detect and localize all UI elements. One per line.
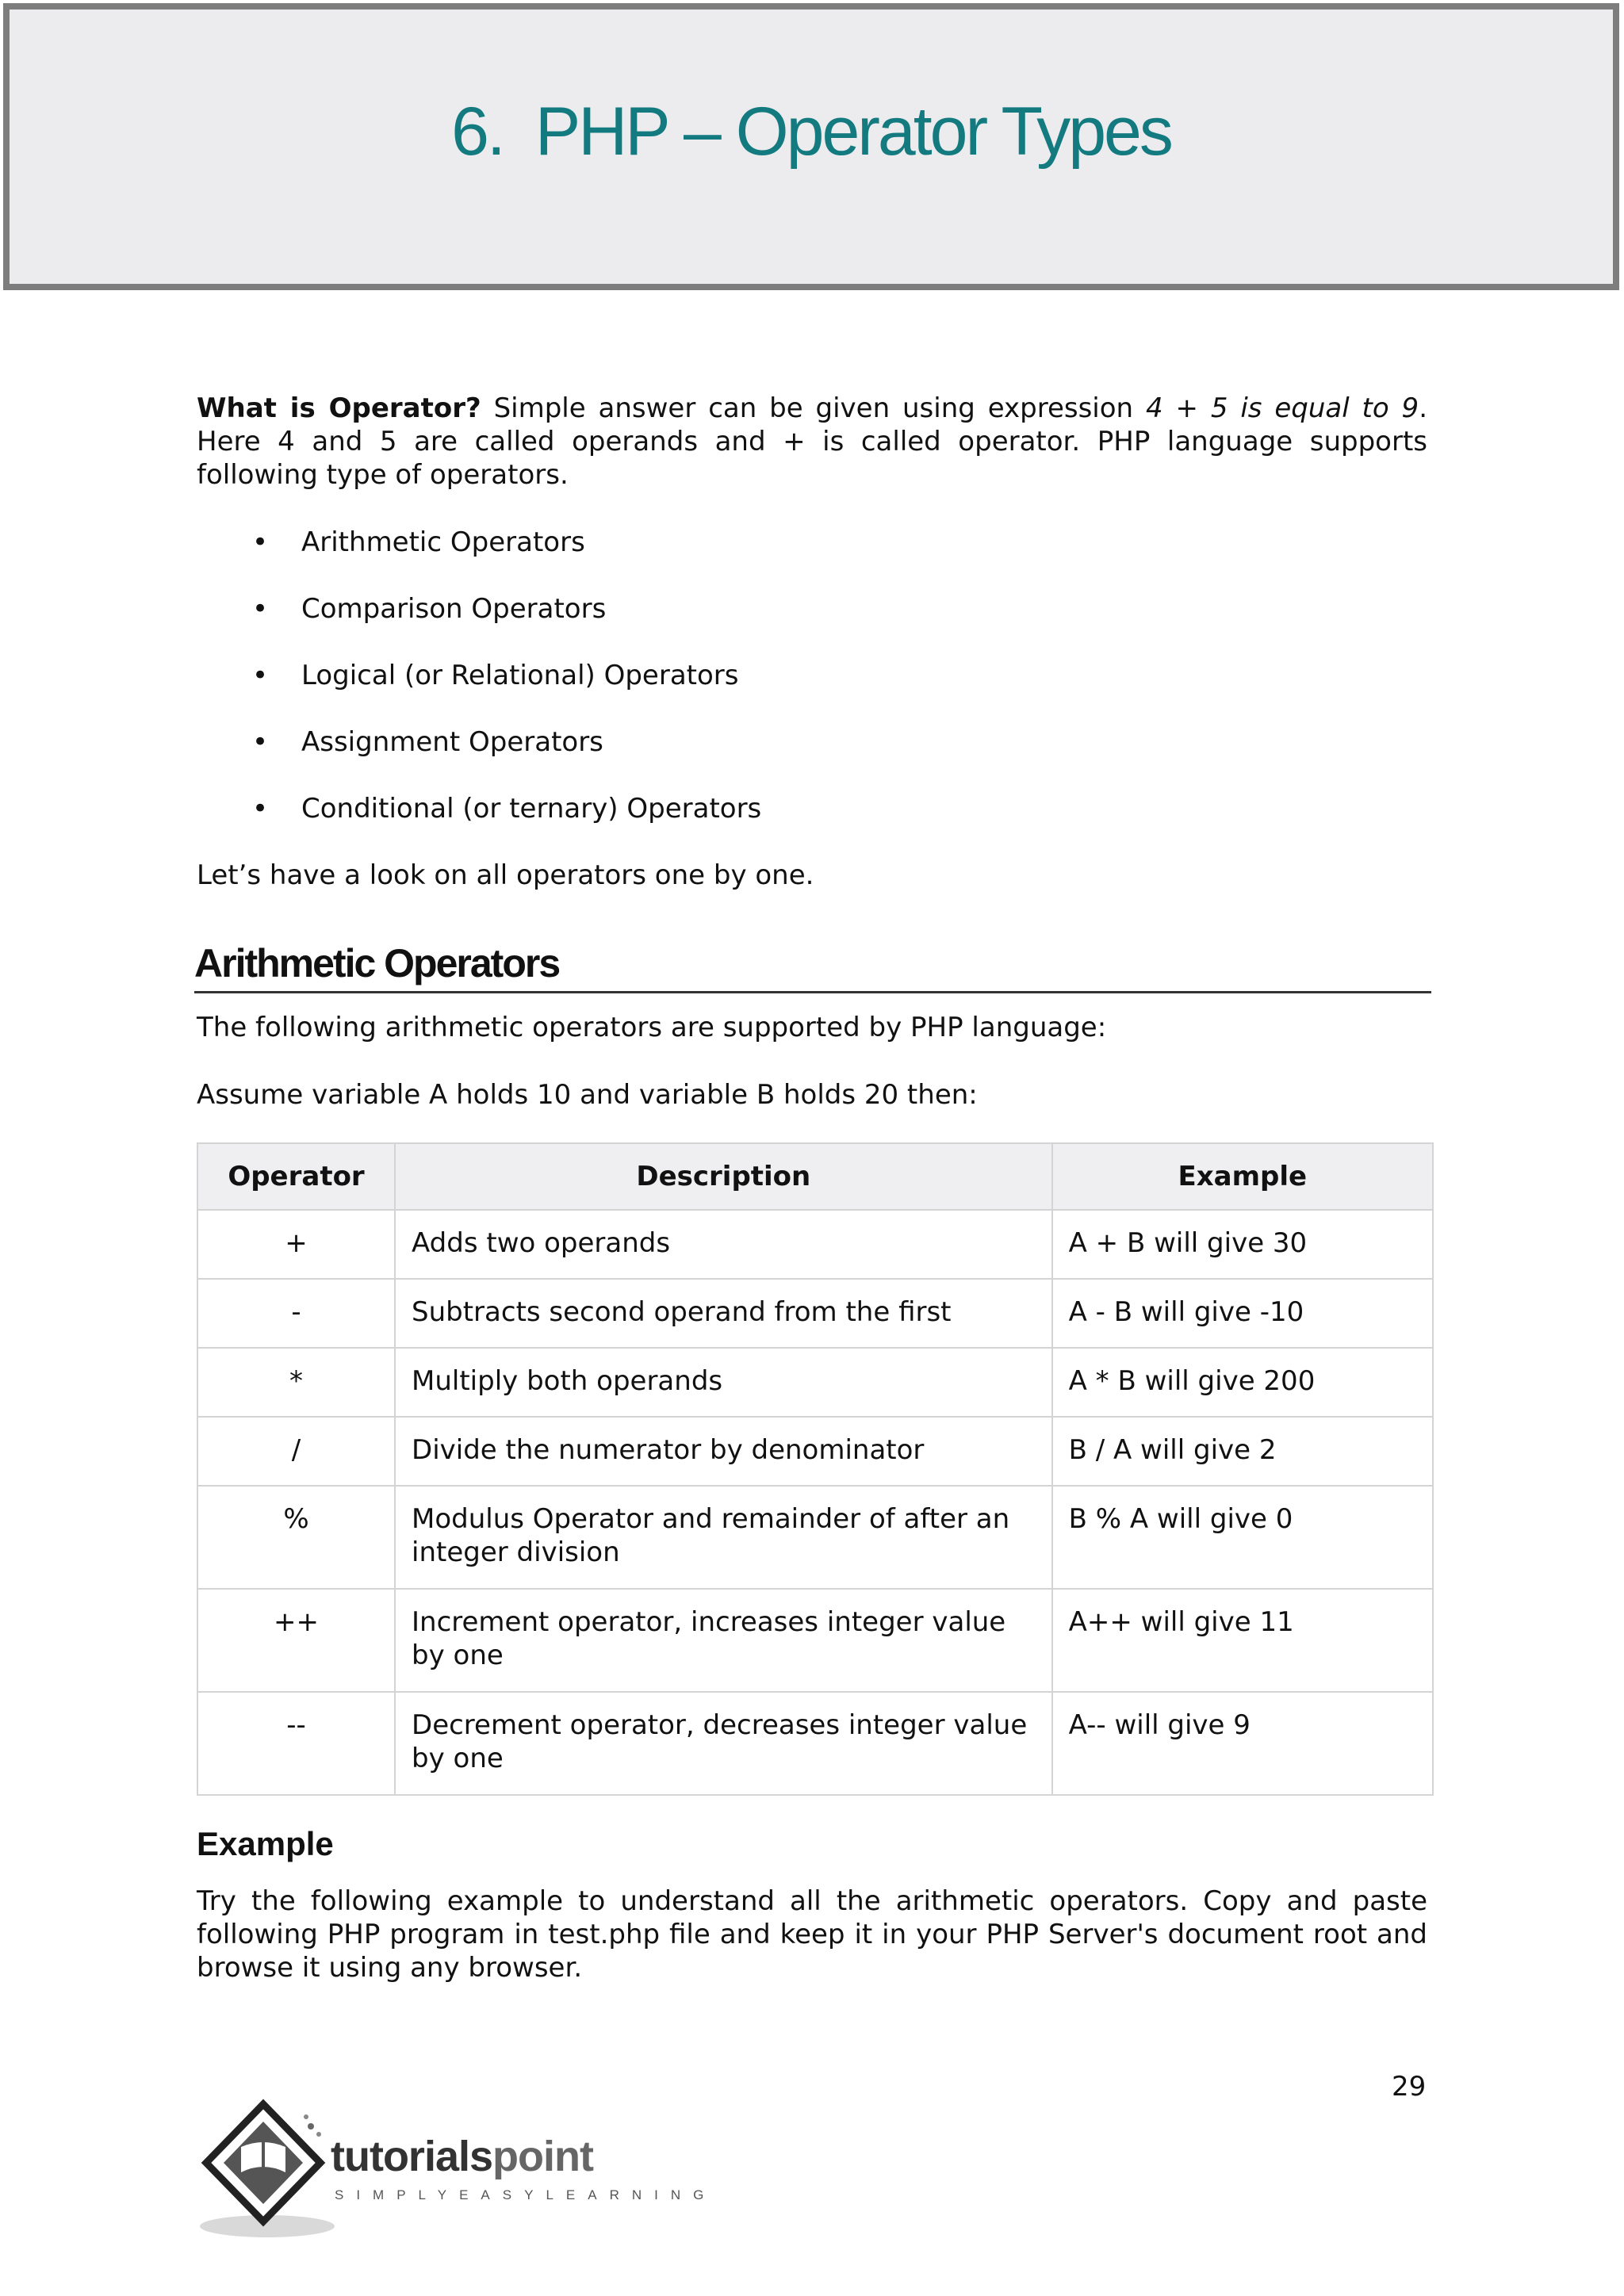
cell-description: Adds two operands bbox=[395, 1210, 1052, 1279]
assume-line: Assume variable A holds 10 and variable B holds 20 then: bbox=[197, 1079, 978, 1111]
cell-example: B % A will give 0 bbox=[1052, 1486, 1433, 1589]
example-heading: Example bbox=[197, 1825, 334, 1862]
cell-example: B / A will give 2 bbox=[1052, 1417, 1433, 1486]
cell-operator: / bbox=[197, 1417, 395, 1486]
list-item-text: Conditional (or ternary) Operators bbox=[301, 793, 762, 825]
cell-example: A - B will give -10 bbox=[1052, 1279, 1433, 1348]
bullet-icon: • bbox=[252, 726, 269, 758]
chapter-header bbox=[3, 3, 1619, 290]
cell-operator: * bbox=[197, 1348, 395, 1417]
table-row bbox=[197, 1279, 1433, 1348]
cell-operator: -- bbox=[197, 1692, 395, 1795]
logo-word-a: tutorials bbox=[331, 2133, 493, 2180]
list-item bbox=[197, 659, 1427, 725]
page-number: 29 bbox=[1392, 2071, 1427, 2103]
cell-example: A-- will give 9 bbox=[1052, 1692, 1433, 1795]
cell-description: Increment operator, increases integer value by one bbox=[395, 1589, 1052, 1692]
table-row bbox=[197, 1210, 1433, 1279]
logo-word-b: point bbox=[492, 2133, 593, 2180]
bullet-icon: • bbox=[252, 660, 269, 691]
bullet-icon: • bbox=[252, 526, 269, 558]
table-header-row bbox=[197, 1143, 1433, 1210]
cell-description: Decrement operator, decreases integer value by one bbox=[395, 1692, 1052, 1795]
list-item bbox=[197, 592, 1427, 659]
logo-tagline: SIMPLYEASYLEARNING bbox=[335, 2187, 717, 2202]
cell-operator: + bbox=[197, 1210, 395, 1279]
list-item-text: Logical (or Relational) Operators bbox=[301, 660, 739, 691]
operators-table bbox=[197, 1142, 1434, 1796]
list-item-text: Comparison Operators bbox=[301, 593, 607, 625]
col-header-description: Description bbox=[395, 1143, 1052, 1210]
chapter-number: 6. bbox=[451, 94, 504, 170]
svg-text:tutorialspoint bbox=[331, 2133, 594, 2180]
cell-description: Subtracts second operand from the first bbox=[395, 1279, 1052, 1348]
table-row bbox=[197, 1417, 1433, 1486]
cell-description: Multiply both operands bbox=[395, 1348, 1052, 1417]
supported-line: The following arithmetic operators are supported by PHP language: bbox=[197, 1012, 1107, 1043]
tutorialspoint-logo bbox=[192, 2093, 717, 2244]
intro-text-b: . Here 4 and 5 are called operands and + is called operator. PHP language supports following type of operators. bbox=[197, 392, 1427, 491]
cell-example: A + B will give 30 bbox=[1052, 1210, 1433, 1279]
list-item bbox=[197, 792, 1427, 859]
intro-expression: 4 + 5 is equal to 9 bbox=[1145, 392, 1419, 424]
cell-operator: % bbox=[197, 1486, 395, 1589]
list-item bbox=[197, 725, 1427, 792]
list-item-text: Assignment Operators bbox=[301, 726, 603, 758]
table-row bbox=[197, 1348, 1433, 1417]
list-item bbox=[197, 526, 1427, 592]
chapter-title-text: PHP – Operator Types bbox=[534, 94, 1171, 170]
bullet-icon: • bbox=[252, 593, 269, 625]
bullet-icon: • bbox=[252, 793, 269, 825]
section-heading: Arithmetic Operators bbox=[194, 936, 1431, 993]
table-row bbox=[197, 1486, 1433, 1589]
cell-operator: - bbox=[197, 1279, 395, 1348]
operator-types-list bbox=[197, 526, 1427, 859]
intro-bold-lead: What is Operator? bbox=[197, 392, 481, 424]
table-row bbox=[197, 1692, 1433, 1795]
col-header-example: Example bbox=[1052, 1143, 1433, 1210]
cell-example: A * B will give 200 bbox=[1052, 1348, 1433, 1417]
chapter-title bbox=[10, 93, 1613, 171]
list-item-text: Arithmetic Operators bbox=[301, 526, 585, 558]
cell-description: Modulus Operator and remainder of after an integer division bbox=[395, 1486, 1052, 1589]
intro-text-a: Simple answer can be given using expression bbox=[481, 392, 1146, 424]
intro-paragraph bbox=[197, 392, 1427, 492]
example-paragraph: Try the following example to understand all the arithmetic operators. Copy and paste following PHP program in test.php file and keep it in your PHP Server's document root and browse it using any browser. bbox=[197, 1885, 1427, 1984]
look-line: Let’s have a look on all operators one by one. bbox=[197, 859, 814, 891]
cell-operator: ++ bbox=[197, 1589, 395, 1692]
table-row bbox=[197, 1589, 1433, 1692]
cell-description: Divide the numerator by denominator bbox=[395, 1417, 1052, 1486]
cell-example: A++ will give 11 bbox=[1052, 1589, 1433, 1692]
col-header-operator: Operator bbox=[197, 1143, 395, 1210]
